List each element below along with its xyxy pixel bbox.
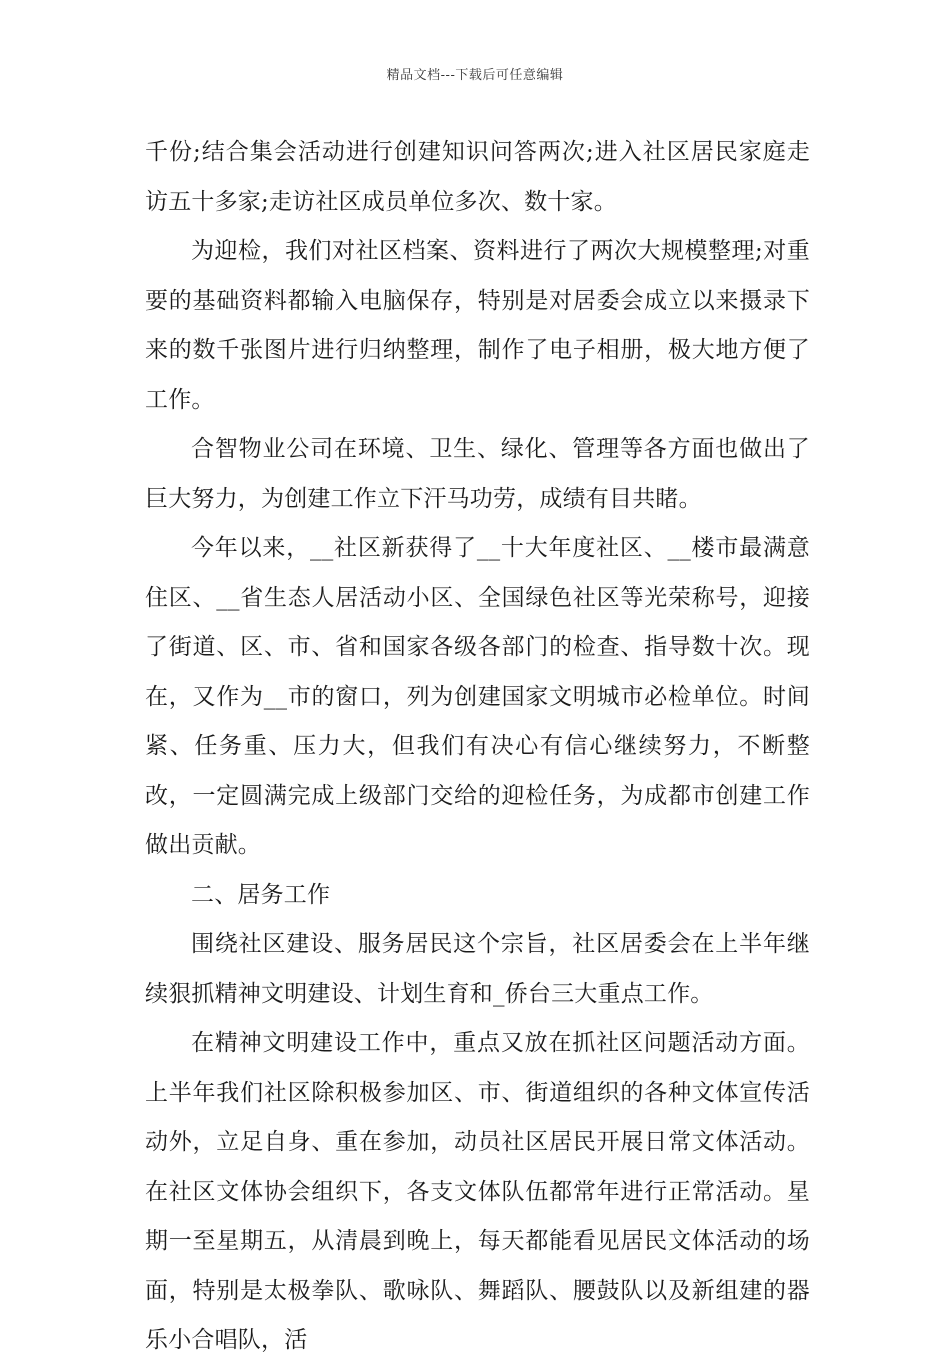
page-header: 精品文档---下载后可任意编辑 (386, 68, 564, 83)
section-heading: 二、居务工作 (191, 881, 331, 908)
paragraph: 合智物业公司在环境、卫生、绿化、管理等各方面也做出了巨大努力，为创建工作立下汗马功劳，成绩有目共睹。 (145, 436, 810, 512)
paragraph: 为迎检，我们对社区档案、资料进行了两次大规模整理;对重要的基础资料都输入电脑保存，特别是对居委会成立以来摄录下来的数千张图片进行归纳整理，制作了电子相册，极大地方便了工作。 (145, 238, 810, 413)
document-body (145, 128, 810, 1366)
paragraph: 千份;结合集会活动进行创建知识问答两次;进入社区居民家庭走访五十多家;走访社区成员单位多次、数十家。 (145, 139, 810, 215)
paragraph: 在精神文明建设工作中，重点又放在抓社区问题活动方面。上半年我们社区除积极参加区、市、街道组织的各种文体宣传活动外，立足自身、重在参加，动员社区居民开展日常文体活动。在社区文体协会组织下，各支文体队伍都常年进行正常活动。星期一至星期五，从清晨到晚上，每天都能看见居民文体活动的场面，特别是太极拳队、歌咏队、舞蹈队、腰鼓队以及新组建的器乐小合唱队，活 (145, 1030, 810, 1353)
paragraph: 今年以来，__社区新获得了__十大年度社区、__楼市最满意住区、__省生态人居活动小区、全国绿色社区等光荣称号，迎接了街道、区、市、省和国家各级各部门的检查、指导数十次。现在，又作为__市的窗口，列为创建国家文明城市必检单位。时间紧、任务重、压力大，但我们有决心有信心继续努力，不断整改，一定圆满完成上级部门交给的迎检任务，为成都市创建工作做出贡献。 (145, 535, 810, 858)
paragraph: 围绕社区建设、服务居民这个宗旨，社区居委会在上半年继续狠抓精神文明建设、计划生育和_侨台三大重点工作。 (145, 931, 810, 1007)
